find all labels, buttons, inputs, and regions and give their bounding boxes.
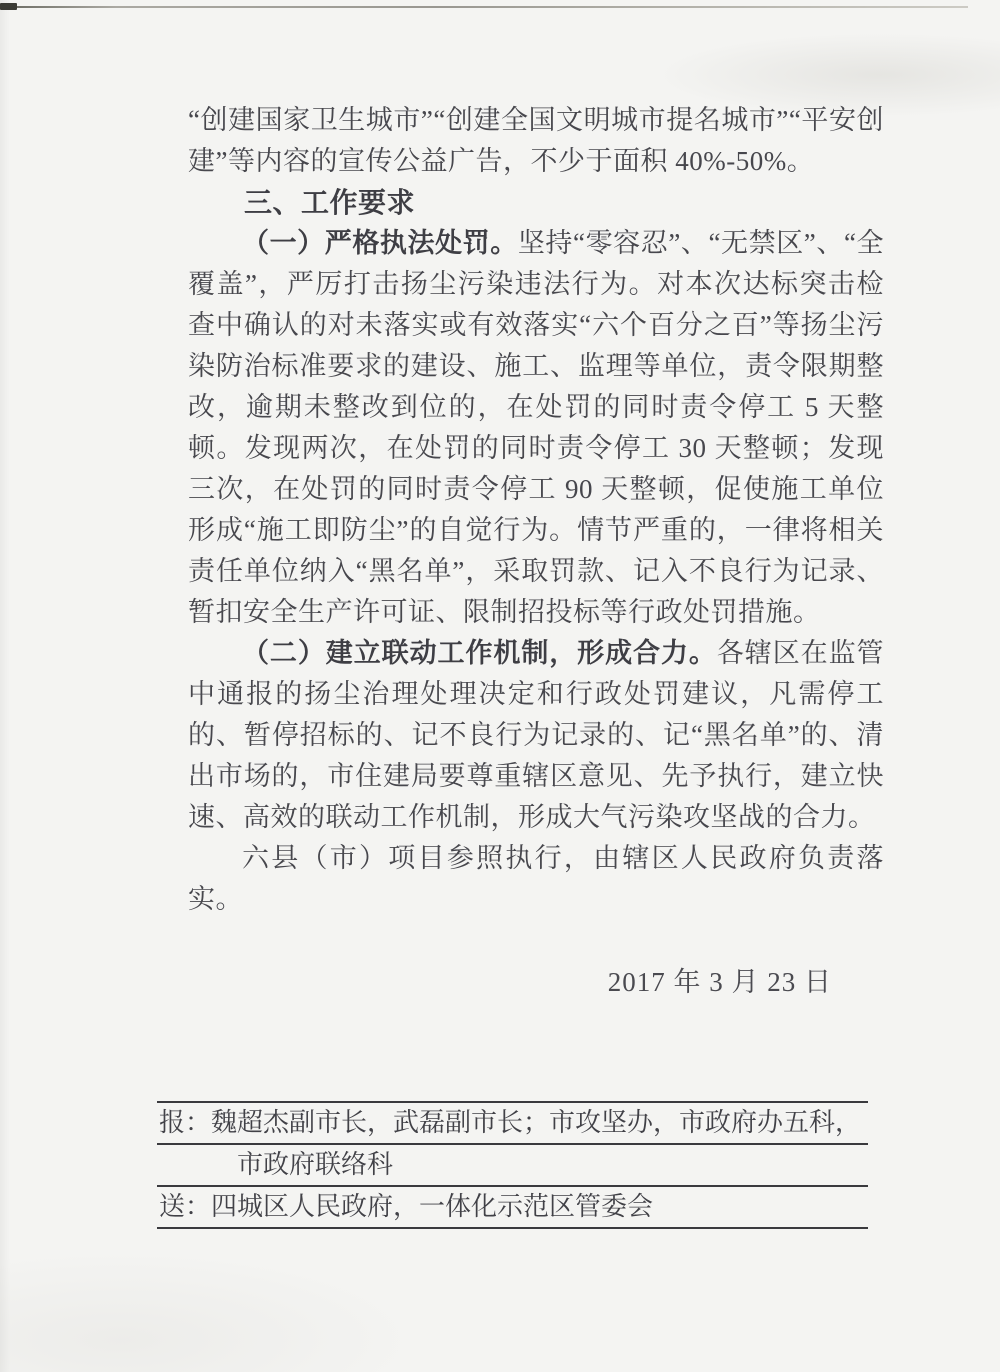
para-continuation	[188, 100, 884, 182]
text-run: “创建国家卫生城市”“创建全国文明城市提名城市”“平安创建”等内容的宣传公益广告，不少于面积 40%-50%。	[188, 105, 884, 176]
scan-artifact-top-line	[0, 6, 968, 8]
distribution-block	[157, 1101, 868, 1229]
para-item-one	[188, 223, 884, 633]
text-run: 各辖区在监管中通报的扬尘治理处理决定和行政处罚建议，凡需停工的、暂停招标的、记不良行为记录的、记“黑名单”的、清出市场的，市住建局要尊重辖区意见、先予执行，建立快速、高效的联动工作机制，形成大气污染攻坚战的合力。	[188, 638, 885, 832]
bold-text-run: 三、工作要求	[244, 187, 416, 218]
document-date: 2017 年 3 月 23 日	[607, 967, 832, 997]
distribution-row-report-continuation-text: 市政府联络科	[237, 1150, 394, 1179]
distribution-row-report-text: 报：魏超杰副市长，武磊副市长；市攻坚办，市政府办五科，	[159, 1108, 862, 1137]
distribution-row-report-continuation	[157, 1145, 868, 1187]
heading-section-three	[188, 182, 884, 223]
distribution-row-report	[157, 1103, 868, 1145]
bold-text-run: （一）严格执法处罚。	[242, 228, 518, 258]
distribution-row-send	[157, 1187, 868, 1229]
para-item-two	[188, 633, 884, 838]
document-body	[188, 100, 884, 920]
text-run: 六县（市）项目参照执行，由辖区人民政府负责落实。	[188, 843, 884, 914]
para-counties	[188, 838, 884, 920]
distribution-row-send-text: 送：四城区人民政府，一体化示范区管委会	[159, 1192, 654, 1221]
scan-artifact-corner-mark	[0, 3, 17, 10]
text-run: 坚持“零容忍”、“无禁区”、“全覆盖”，严厉打击扬尘污染违法行为。对本次达标突击检查中确认的对未落实或有效落实“六个百分之百”等扬尘污染防治标准要求的建设、施工、监理等单位，责令限期整改，逾期未整改到位的，在处罚的同时责令停工 5 天整顿。发现两次，在处罚的同时责令停工 30 天整顿；发现三次，在处罚的同时责令停工 90 天整顿，促使施工单位形成“施工即防尘”的自觉行为。情节严重的，一律将相关责任单位纳入“黑名单”，采取罚款、记入不良行为记录、暂扣安全生产许可证、限制招投标等行政处罚措施。	[188, 228, 885, 627]
bold-text-run: （二）建立联动工作机制，形成合力。	[242, 638, 717, 668]
